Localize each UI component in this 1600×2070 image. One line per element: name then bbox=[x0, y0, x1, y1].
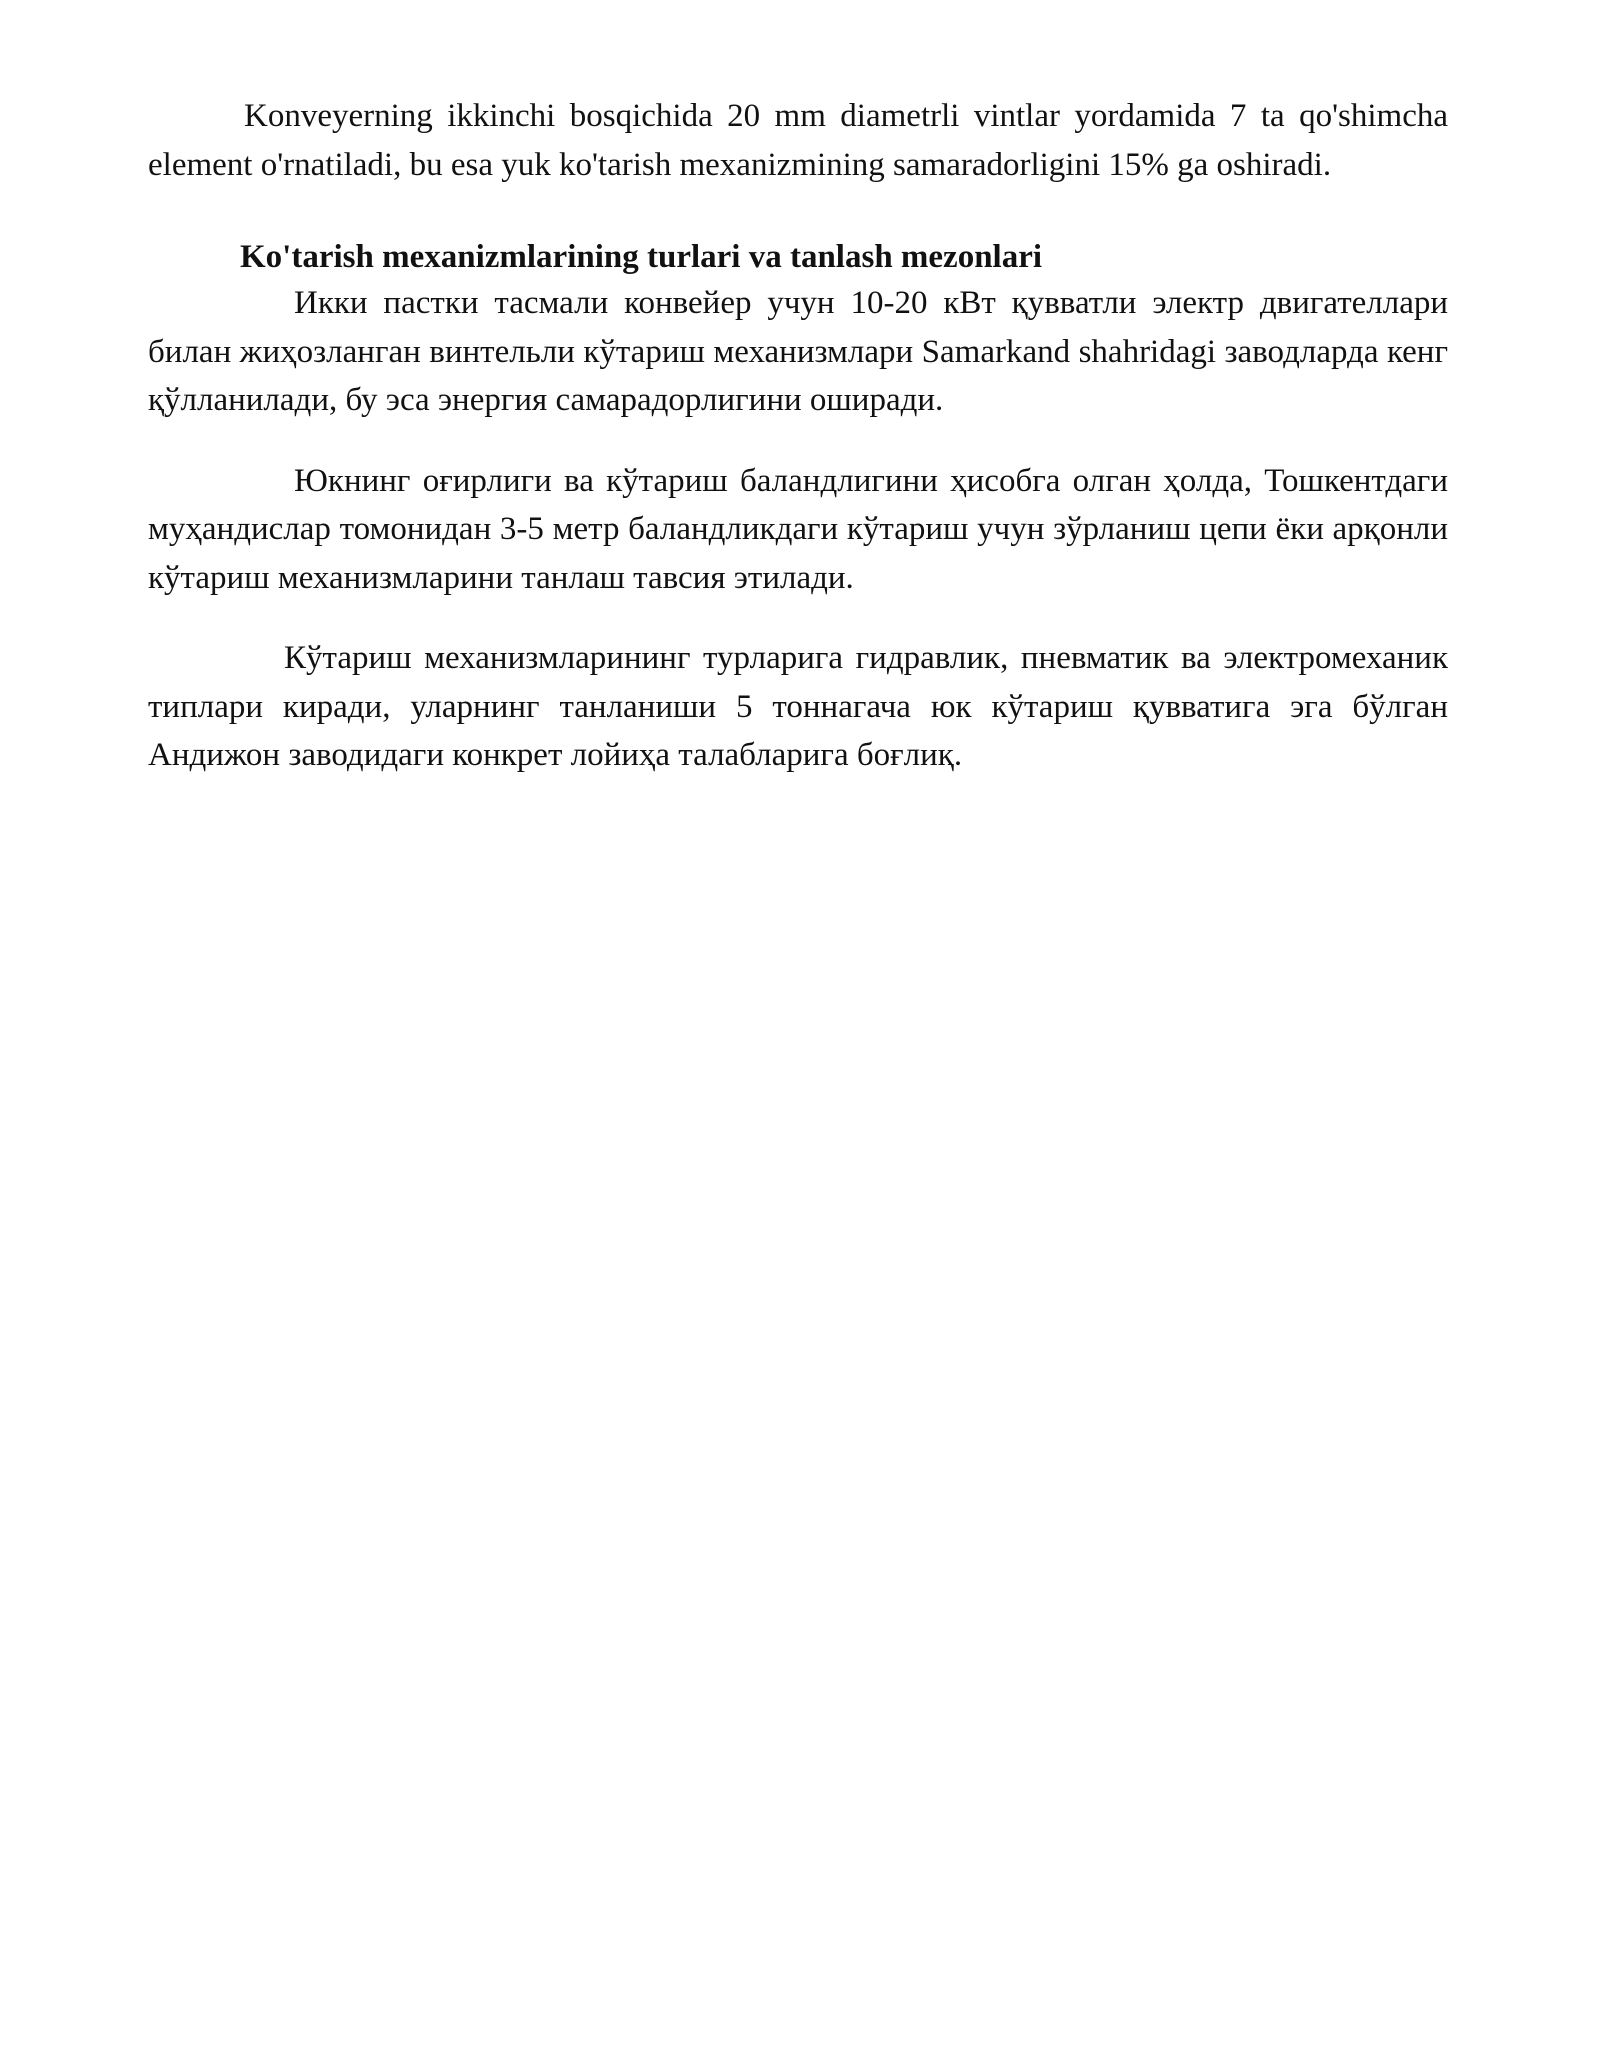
paragraph-conveyor-stage: Konveyerning ikkinchi bosqichida 20 mm diametrli vintlar yordamida 7 ta qo'shimcha element o'rnatiladi, bu esa yuk ko'tarish mexanizmining samaradorligini 15% ga oshiradi. bbox=[148, 98, 1448, 183]
document-page bbox=[148, 92, 1448, 780]
paragraph-screw-lifting: Икки пастки тасмали конвейер учун 10-20 кВт қувватли электр двигателлари билан жиҳозланган винтельли кўтариш механизмлари Samarkand shahridagi заводларда кенг қўлланилади, бу эса энергия самарадорлигини оширади. bbox=[148, 285, 1448, 418]
section-heading: Ko'tarish mexanizmlarining turlari va tanlash mezonlari bbox=[240, 239, 1043, 275]
paragraph-lifting-types: Кўтариш механизмларининг турларига гидравлик, пневматик ва электромеханик типлари киради, уларнинг танланиши 5 тоннагача юк кўтариш қувватига эга бўлган Андижон заводидаги конкрет лойиҳа талабларига боғлиқ. bbox=[148, 640, 1448, 773]
paragraph-load-weight: Юкнинг оғирлиги ва кўтариш баландлигини ҳисобга олган ҳолда, Тошкентдаги муҳандислар томонидан 3-5 метр баландликдаги кўтариш учун зўрланиш цепи ёки арқонли кўтариш механизмларини танлаш тавсия этилади. bbox=[148, 462, 1448, 596]
